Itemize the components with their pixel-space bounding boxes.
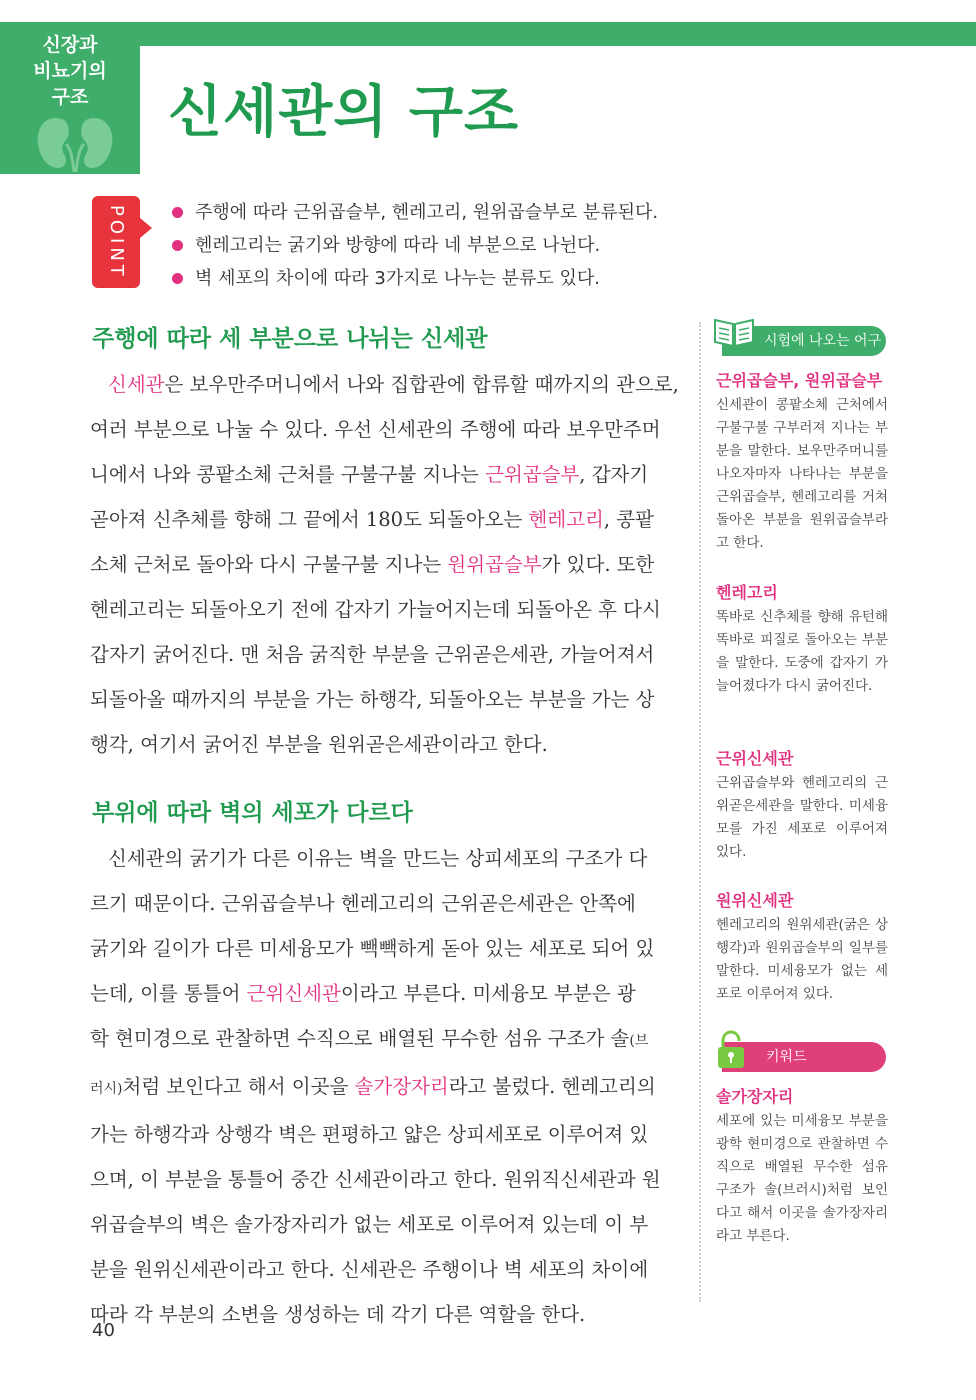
exam-terms-header: 시험에 나오는 어구 xyxy=(722,326,886,356)
term-desc: 근위곱슬부와 헨레고리의 근위곧은세관을 말한다. 미세융모를 가진 세포로 이루어져 있다. xyxy=(716,775,888,860)
term-desc: 똑바로 신추체를 향해 유턴해 똑바로 피질로 돌아오는 부분을 말한다. 도중에 갑자기 가늘어졌다가 다시 굵어진다. xyxy=(716,609,888,694)
column-divider xyxy=(699,322,701,1302)
point-tag xyxy=(92,196,140,288)
kidney-icon xyxy=(34,114,116,172)
lock-icon xyxy=(716,1030,746,1070)
term-title: 근위신세관 xyxy=(716,749,794,768)
header-band xyxy=(140,22,976,46)
term-desc: 헨레고리의 원위세관(굵은 상행각)과 원위곱슬부의 일부를 말한다. 미세융모가 없는 세포로 이루어져 있다. xyxy=(716,917,888,1002)
keyword-term: 근위곱슬부 xyxy=(485,463,580,486)
page-number: 40 xyxy=(92,1320,115,1341)
bullet-icon xyxy=(172,273,183,284)
section-heading-1: 주행에 따라 세 부분으로 나뉘는 신세관 xyxy=(92,326,488,352)
keyword-term: 근위신세관 xyxy=(246,982,341,1005)
section-body-1: 신세관은 보우만주머니에서 나와 집합관에 합류할 때까지의 관으로, 여러 부분으로 나눌 수 있다. 우선 신세관의 주행에 따라 보우만주머 니에서 나와 콩팥소체 근처를 구불구불 지나는 근위곱슬부, 갑자기 곧아져 신추체를 향해 그 끝에서 180도 되돌아오는 헨레고리, 콩팥 소체 근처로 돌아와 다시 구불구불 지나는 원위곱슬부가 있다. 또한 헨레고리는 되돌아오기 전에 갑자기 가늘어지는데 되돌아온 후 다시 갑자기 굵어진다. 맨 처음 굵직한 부분을 근위곧은세관, 가늘어져서 되돌아올 때까지의 부분을 가는 하행각, 되돌아오는 부분을 가는 상 행각, 여기서 굵어진 부분을 원위곧은세관이라고 한다. xyxy=(90,373,679,756)
keyword-term: 신세관 xyxy=(108,373,165,396)
keyword-term: 원위곱슬부 xyxy=(447,553,542,576)
book-icon xyxy=(713,314,755,348)
keyword-title: 솔가장자리 xyxy=(716,1087,794,1106)
section-heading-2: 부위에 따라 벽의 세포가 다르다 xyxy=(92,800,413,826)
point-item: 벽 세포의 차이에 따라 3가지로 나누는 분류도 있다. xyxy=(172,262,658,295)
point-item: 주행에 따라 근위곱슬부, 헨레고리, 원위곱슬부로 분류된다. xyxy=(172,196,658,229)
term-title: 헨레고리 xyxy=(716,583,778,602)
keyword-term: 솔가장자리 xyxy=(354,1075,449,1098)
chapter-tab xyxy=(0,22,140,174)
section-body-2: 신세관의 굵기가 다른 이유는 벽을 만드는 상피세포의 구조가 다 르기 때문이다. 근위곱슬부나 헨레고리의 근위곧은세관은 안쪽에 굵기와 길이가 다른 미세융모가 빽빽하게 돋아 있는 세포로 되어 있 는데, 이를 통틀어 근위신세관이라고 부른다. 미세융모 부분은 광 학 현미경으로 관찰하면 수직으로 배열된 무수한 섬유 구조가 솔(브 러시)처럼 보인다고 해서 이곳을 솔가장자리라고 불렀다. 헨레고리의 가는 하행각과 상행각 벽은 편평하고 얇은 상피세포로 이루어져 있 으며, 이 부분을 통틀어 중간 신세관이라고 한다. 원위직신세관과 원 위곱슬부의 벽은 솔가장자리가 없는 세포로 이루어져 있는데 이 부 분을 원위신세관이라고 한다. 신세관은 주행이나 벽 세포의 차이에 따라 각 부분의 소변을 생성하는 데 각기 다른 역할을 한다. xyxy=(90,847,661,1326)
keyword-term: 헨레고리 xyxy=(528,508,604,531)
chapter-label: 신장과 비뇨기의 구조 xyxy=(33,34,107,108)
point-label: POINT xyxy=(106,204,127,280)
term-title: 근위곱슬부, 원위곱슬부 xyxy=(716,371,883,390)
term-desc: 신세관이 콩팥소체 근처에서 구불구불 구부러져 지나는 부분을 말한다. 보우만주머니를 나오자마자 나타나는 부분을 근위곱슬부, 헨레고리를 거쳐 돌아온 부분을 원위곱슬부라고 한다. xyxy=(716,397,888,551)
bullet-icon xyxy=(172,240,183,251)
keyword-header: 키워드 xyxy=(722,1042,886,1072)
point-list xyxy=(172,196,658,295)
page-title: 신세관의 구조 xyxy=(168,80,520,145)
term-title: 원위신세관 xyxy=(716,891,794,910)
keyword-desc: 세포에 있는 미세융모 부분을 광학 현미경으로 관찰하면 수직으로 배열된 무수한 섬유 구조가 솔(브러시)처럼 보인다고 해서 이곳을 솔가장자리라고 부른다. xyxy=(716,1113,888,1244)
bullet-icon xyxy=(172,207,183,218)
point-item: 헨레고리는 굵기와 방향에 따라 네 부분으로 나뉜다. xyxy=(172,229,658,262)
